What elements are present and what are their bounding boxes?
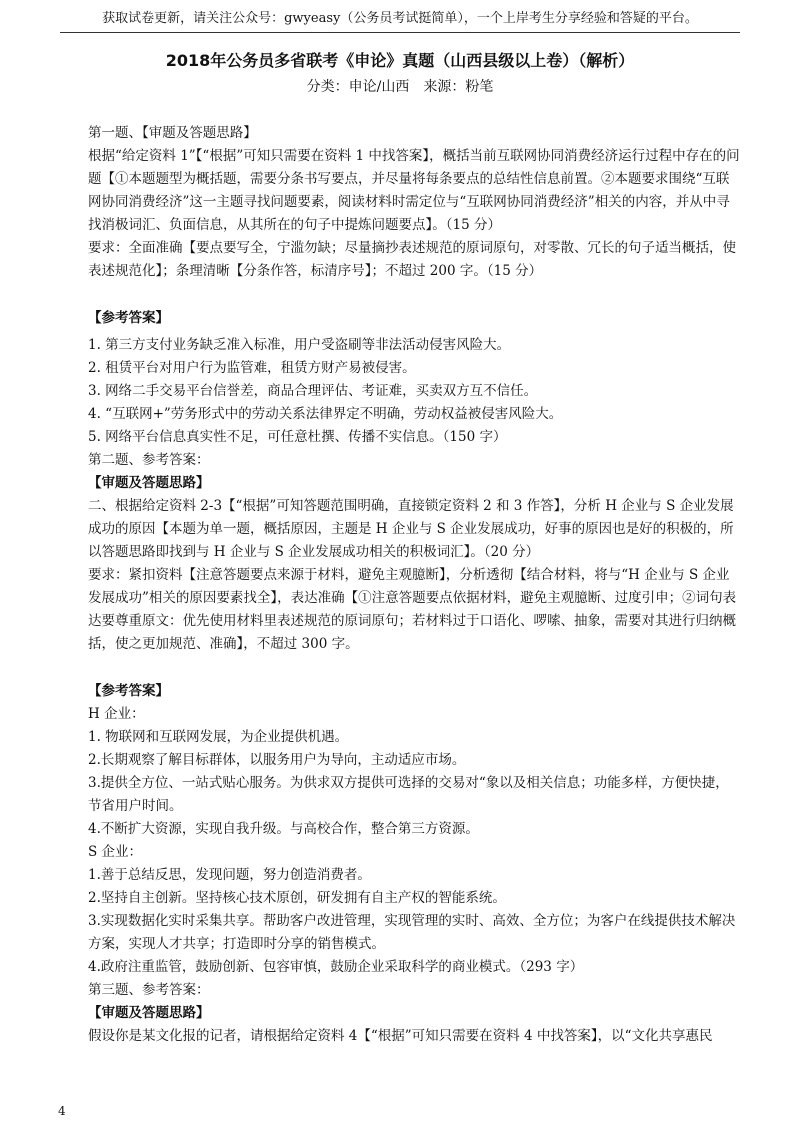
q2-h-item-3: 3.提供全方位、一站式贴心服务。为供求双方提供可选择的交易对“象以及相关信息；功能多样，方便快捷，节省用户时间。: [88, 775, 729, 814]
q2-s-item-2: 2.坚持自主创新。坚持核心技术原创，研发拥有自主产权的智能系统。: [88, 890, 506, 906]
q1-paragraph-1: 根据“给定资料 1”【“根据”可知只需要在资料 1 中找答案】，概括当前互联网协同消费经济运行过程中存在的问题【①本题题型为概括题，需要分条书写要点，并尽量将每条要点的总结性信息前置。②本题要求围绕“互联网协同消费经济”这一主题寻找问题要素，阅读材料时需定位与“互联网协同消费经济”相关的内容，并从中寻找消极词汇、负面信息，从其所在的句子中提炼问题要点】。（15 分）: [88, 148, 740, 233]
q1-answer-3: 3. 网络二手交易平台信誉差，商品合理评估、考证难，买卖双方互不信任。: [88, 383, 538, 399]
page-header: 获取试卷更新，请关注公众号：gwyeasy（公务员考试挺简单），一个上岸考生分享经验和答疑的平台。: [60, 8, 740, 33]
q2-sub-heading: 【审题及答题思路】: [88, 475, 210, 491]
q2-answer-heading: 【参考答案】: [88, 683, 169, 699]
q1-answer-2: 2. 租赁平台对用户行为监管难，租赁方财产易被侵害。: [88, 360, 416, 376]
q3-sub-heading: 【审题及答题思路】: [88, 1005, 210, 1021]
q2-s-item-3: 3.实现数据化实时采集共享。帮助客户改进管理，实现管理的实时、高效、全方位；为客户在线提供技术解决方案，实现人才共享；打造即时分享的销售模式。: [88, 913, 736, 952]
q1-paragraph-2: 要求：全面准确【要点要写全，宁滥勿缺；尽量摘抄表述规范的原词原句，对零散、冗长的句子适当概括，使表述规范化】；条理清晰【分条作答，标清序号】；不超过 200 字。（15 分）: [88, 240, 736, 279]
q2-s-item-1: 1.善于总结反思，发现问题，努力创造消费者。: [88, 867, 371, 883]
q1-answer-heading: 【参考答案】: [88, 310, 169, 326]
page-number: 4: [58, 1104, 66, 1118]
document-body: [88, 122, 740, 1048]
q2-h-label: H 企业：: [88, 706, 145, 722]
q3-paragraph-1: 假设你是某文化报的记者，请根据给定资料 4【“根据”可知只需要在资料 4 中找答案】，以“文化共享惠民: [88, 1028, 713, 1044]
q1-heading: 第一题、【审题及答题思路】: [88, 125, 257, 141]
q2-s-label: S 企业：: [88, 844, 143, 860]
q1-answer-4: 4. “互联网+”劳务形式中的劳动关系法律界定不明确，劳动权益被侵害风险大。: [88, 406, 563, 422]
q2-h-item-2: 2.长期观察了解目标群体，以服务用户为导向，主动适应市场。: [88, 752, 466, 768]
q1-answer-1: 1. 第三方支付业务缺乏准入标准，用户受盗刷等非法活动侵害风险大。: [88, 337, 511, 353]
q2-h-item-1: 1. 物联网和互联网发展，为企业提供机遇。: [88, 729, 349, 745]
document-title: 2018年公务员多省联考《申论》真题（山西县级以上卷）（解析）: [165, 51, 635, 70]
q2-paragraph-2: 要求：紧扣资料【注意答题要点来源于材料，避免主观臆断】，分析透彻【结合材料，将与“H 企业与 S 企业发展成功”相关的原因要素找全】，表达准确【①注意答题要点依据材料，避免主观臆断、过度引申；②词句表达要尊重原文：优先使用材料里表述规范的原词原句；若材料过于口语化、啰嗦、抽象，需要对其进行归纳概括，使之更加规范、准确】，不超过 300 字。: [88, 567, 737, 652]
document-meta: 分类：申论/山西 来源：粉笔: [306, 79, 494, 95]
q3-heading: 第三题、参考答案：: [88, 982, 210, 998]
q2-s-item-4: 4.政府注重监管，鼓励创新、包容审慎，鼓励企业采取科学的商业模式。（293 字）: [88, 959, 584, 975]
q2-heading: 第二题、参考答案：: [88, 452, 210, 468]
q2-h-item-4: 4.不断扩大资源，实现自我升级。与高校合作，整合第三方资源。: [88, 821, 479, 837]
q2-paragraph-1: 二、根据给定资料 2-3【“根据”可知答题范围明确，直接锁定资料 2 和 3 作答】，分析 H 企业与 S 企业发展成功的原因【本题为单一题，概括原因，主题是 H 企业与 S 企业发展成功，好事的原因也是好的积极的，所以答题思路即找到与 H 企业与 S 企业发展成功相关的积极词汇】。（20 分）: [88, 498, 734, 560]
q1-answer-5: 5. 网络平台信息真实性不足，可任意杜撰、传播不实信息。（150 字）: [88, 429, 507, 445]
